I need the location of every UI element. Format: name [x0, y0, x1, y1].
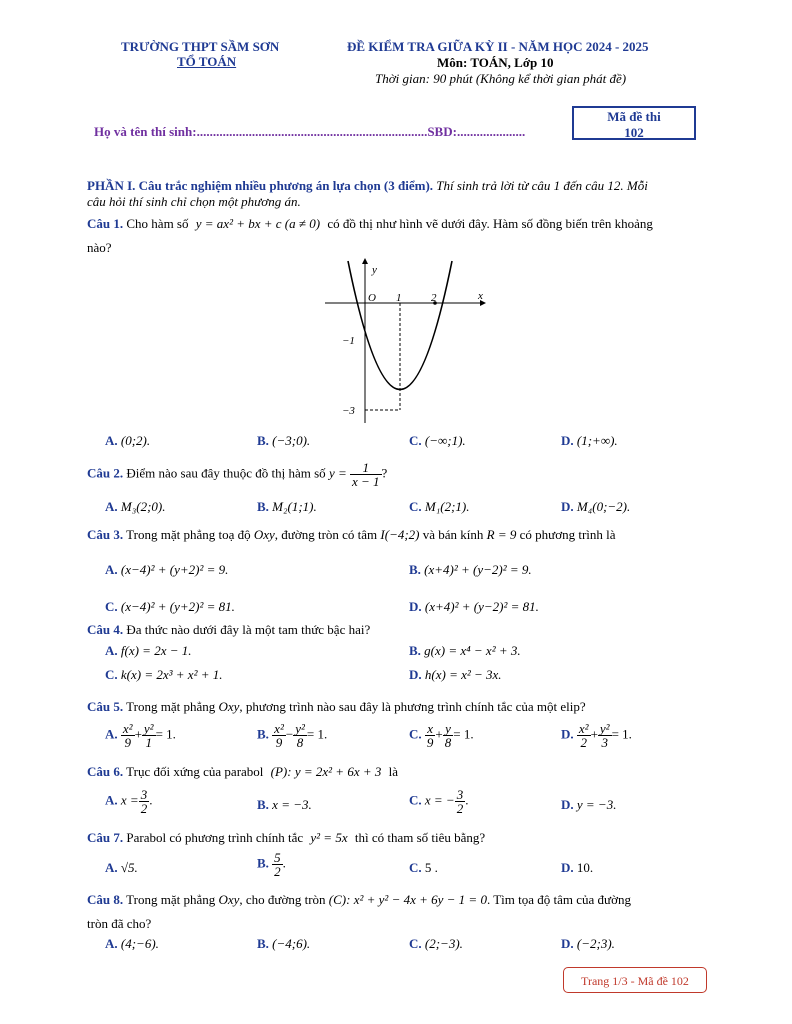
q6-option-a: A. x = $\frac{3}{2}$ .	[105, 787, 153, 816]
x-axis-label: x	[478, 290, 483, 302]
q3-option-c: C. (x−4)² + (y+2)² = 81.	[105, 599, 235, 614]
q2-stem: Câu 2. Điểm nào sau đây thuộc đồ thị hàm số y = $\frac{1}{x - 1}$ ?	[87, 460, 388, 489]
exam-time: Thời gian: 90 phút (Không kể thời gian phát đề)	[375, 71, 627, 86]
part1-title: PHẦN I. Câu trắc nghiệm nhiều phương án lựa chọn (3 điểm).	[87, 178, 434, 193]
q3-stem: Câu 3. Trong mặt phẳng toạ độ Oxy, đường tròn có tâm I(−4;2) và bán kính R = 9 có phương trình là	[87, 527, 616, 542]
page-footer: Trang 1/3 - Mã đề 102	[563, 967, 707, 993]
q7-stem: Câu 7. Parabol có phương trình chính tắc y² = 5x thì có tham số tiêu bằng?	[87, 830, 486, 845]
q7-option-d: D. 10.	[561, 860, 594, 875]
q8-option-b: B. (−4;6).	[257, 936, 311, 951]
q2-option-c: C. M₁(2;1).	[409, 499, 470, 514]
q5-option-d: D. $\frac{\text{x²}}{2}$ + $\frac{\text{y²}}{3}$ = 1.	[561, 721, 632, 750]
q1-parabola-graph	[320, 255, 490, 425]
q4-option-c: C. k(x) = 2x³ + x² + 1.	[105, 667, 223, 682]
q8-option-d: D. (−2;3).	[561, 936, 615, 951]
q6-option-b: B. x = −3.	[257, 797, 312, 812]
school-name: TRƯỜNG THPT SẦM SƠN	[121, 39, 280, 54]
origin-label: O	[368, 292, 376, 304]
x-tick-2: 2	[431, 292, 437, 304]
part1-instruction-2: câu hỏi thí sinh chỉ chọn một phương án.	[87, 194, 301, 209]
q3-option-a: A. (x−4)² + (y+2)² = 9.	[105, 562, 229, 577]
q4-option-b: B. g(x) = x⁴ − x² + 3.	[409, 643, 521, 658]
q7-option-b: B. $\frac{5}{2}$ .	[257, 850, 286, 879]
q3-option-d: D. (x+4)² + (y−2)² = 81.	[409, 599, 539, 614]
q7-option-a: A. √5.	[105, 860, 138, 875]
q1-option-c: C. (−∞;1).	[409, 433, 466, 448]
exam-subject: Môn: TOÁN, Lớp 10	[437, 55, 554, 70]
q6-stem: Câu 6. Trục đối xứng của parabol (P): y = 2x² + 6x + 3 là	[87, 764, 398, 779]
q2-option-b: B. M₂(1;1).	[257, 499, 317, 514]
q8-option-c: C. (2;−3).	[409, 936, 463, 951]
q5-option-b: B. $\frac{\text{x²}}{9}$ − $\frac{\text{y²}}{8}$ = 1.	[257, 721, 328, 750]
y-tick-minus-1: −1	[342, 335, 355, 347]
q4-stem: Câu 4. Đa thức nào dưới đây là một tam thức bậc hai?	[87, 622, 371, 637]
part1-instruction: Thí sinh trả lời từ câu 1 đến câu 12. Mỗi	[436, 178, 648, 193]
exam-code-label: Mã đề thi	[607, 109, 661, 124]
q1-stem-end: nào?	[87, 240, 112, 255]
q1-option-d: D. (1;+∞).	[561, 433, 618, 448]
q8-option-a: A. (4;−6).	[105, 936, 159, 951]
q3-option-b: B. (x+4)² + (y−2)² = 9.	[409, 562, 532, 577]
x-tick-1: 1	[396, 292, 402, 304]
q1-stem: Câu 1. Cho hàm số y = ax² + bx + c (a ≠ 0) có đồ thị như hình vẽ dưới đây. Hàm số đồng biến trên khoảng	[87, 216, 653, 231]
q4-option-d: D. h(x) = x² − 3x.	[409, 667, 502, 682]
q2-option-a: A. M₃(2;0).	[105, 499, 166, 514]
y-axis-label: y	[372, 264, 377, 276]
exam-title: ĐỀ KIỂM TRA GIỮA KỲ II - NĂM HỌC 2024 - 2025	[347, 39, 649, 54]
student-info-line: Họ và tên thí sinh:.......................................................................SBD:.....................	[94, 124, 526, 139]
q7-option-c: C. 5 .	[409, 860, 438, 875]
exam-code-box	[572, 106, 696, 140]
q5-option-a: A. $\frac{\text{x²}}{9}$ + $\frac{\text{y²}}{1}$ = 1.	[105, 721, 176, 750]
q5-option-c: C. $\frac{x}{9}$ + $\frac{y}{8}$ = 1.	[409, 721, 474, 750]
q4-option-a: A. f(x) = 2x − 1.	[105, 643, 192, 658]
q1-option-b: B. (−3;0).	[257, 433, 311, 448]
q8-stem-end: tròn đã cho?	[87, 916, 152, 931]
part1-heading	[87, 178, 648, 194]
q5-stem: Câu 5. Trong mặt phẳng Oxy, phương trình nào sau đây là phương trình chính tắc của một elip?	[87, 699, 586, 714]
exam-code-value: 102	[624, 125, 644, 140]
q6-option-c: C. x = − $\frac{3}{2}$ .	[409, 787, 469, 816]
department-name: TỔ TOÁN	[177, 54, 237, 69]
q2-option-d: D. M₄(0;−2).	[561, 499, 631, 514]
y-tick-minus-3: −3	[342, 405, 355, 417]
q1-option-a: A. (0;2).	[105, 433, 151, 448]
q8-stem: Câu 8. Trong mặt phẳng Oxy, cho đường tròn (C): x² + y² − 4x + 6y − 1 = 0. Tìm tọa độ tâm của đường	[87, 892, 631, 907]
q6-option-d: D. y = −3.	[561, 797, 617, 812]
